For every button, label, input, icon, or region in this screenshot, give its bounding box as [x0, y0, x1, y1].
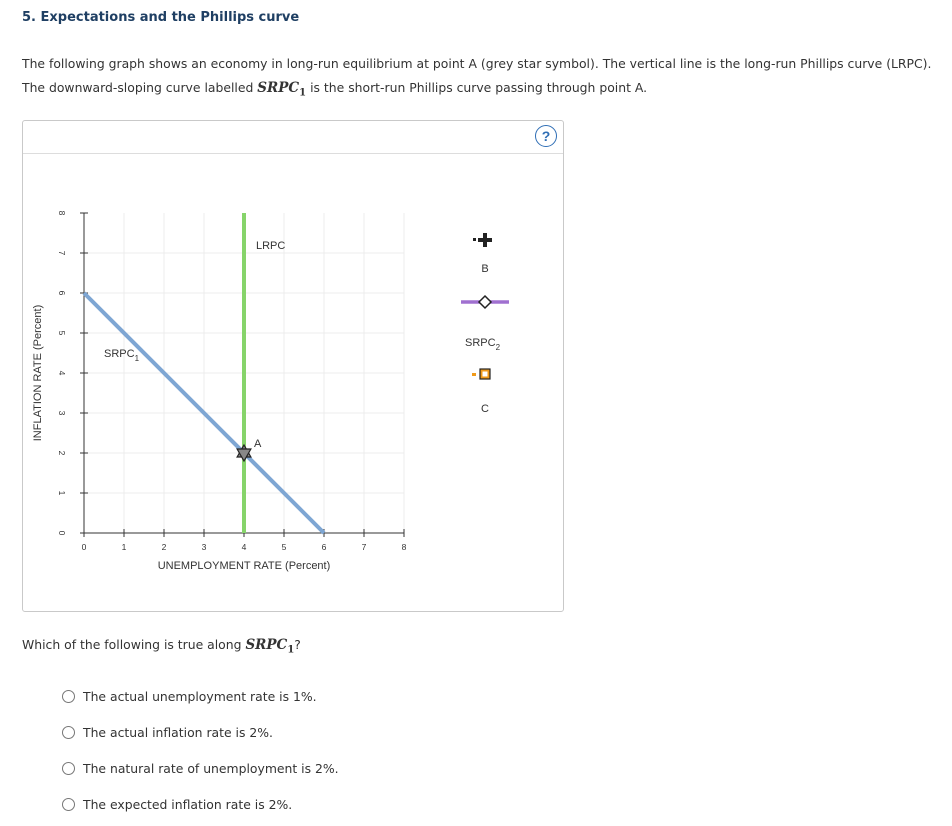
intro-line-2 — [22, 76, 932, 106]
y-tick-label: 7 — [57, 250, 67, 256]
y-tick-label: 6 — [57, 290, 67, 296]
x-tick-label: 1 — [121, 542, 127, 552]
srpc1-math-text: SRPC — [257, 80, 300, 96]
palette-tool-srpc2[interactable] — [461, 296, 509, 308]
srpc1-math-sub: 1 — [299, 87, 307, 99]
x-tick-label: 6 — [321, 542, 327, 552]
x-tick-label: 5 — [281, 542, 287, 552]
graph-panel — [22, 120, 564, 612]
srpc1-math — [257, 80, 307, 99]
series-label-lrpc: LRPC — [256, 240, 286, 252]
question-pre: Which of the following is true along — [22, 637, 246, 652]
palette-label-b: B — [481, 263, 489, 275]
question-title: 5. Expectations and the Phillips curve — [22, 10, 300, 25]
y-axis-label: INFLATION RATE (Percent) — [32, 304, 44, 442]
y-tick-label: 3 — [57, 410, 67, 416]
series-label-srpc1-sub: 1 — [134, 354, 140, 363]
question-math-text: SRPC — [245, 637, 288, 653]
question-math-sub: 1 — [287, 644, 295, 656]
x-axis-label: UNEMPLOYMENT RATE (Percent) — [157, 560, 331, 572]
y-tick-label: 2 — [57, 450, 67, 456]
palette-label-srpc2: $SRPC_2$ — [465, 337, 501, 352]
x-tick-label: 7 — [361, 542, 367, 552]
intro-line-1: The following graph shows an economy in long-run equilibrium at point A (grey star symbol). The vertical line is the long-run Phillips curve (LRPC). — [22, 56, 932, 71]
question-post: ? — [294, 637, 301, 652]
radio-button-icon[interactable] — [62, 690, 75, 703]
question-prompt — [22, 637, 301, 656]
radio-button-icon[interactable] — [62, 798, 75, 811]
square-icon — [472, 373, 476, 376]
intro-text — [22, 52, 932, 106]
x-tick-label: 3 — [201, 542, 207, 552]
answer-option-label: The actual inflation rate is 2%. — [83, 724, 273, 740]
intro-line-2-post: is the short-run Phillips curve passing through point A. — [306, 80, 648, 95]
phillips-curve-chart[interactable] — [23, 121, 563, 611]
help-icon[interactable]: ? — [535, 125, 557, 147]
y-tick-label: 0 — [57, 530, 67, 536]
answer-option-2[interactable] — [62, 714, 339, 750]
answer-option-label: The natural rate of unemployment is 2%. — [83, 760, 339, 776]
plus-icon — [478, 238, 492, 242]
series-label-srpc1: $SRPC_1$ — [104, 348, 140, 363]
x-tick-label: 4 — [241, 542, 247, 552]
x-tick-label: 0 — [81, 542, 87, 552]
palette-label-c: C — [481, 403, 489, 415]
answer-options — [62, 678, 339, 822]
x-tick-label: 2 — [161, 542, 167, 552]
question-math — [245, 637, 295, 656]
answer-option-4[interactable] — [62, 786, 339, 822]
radio-button-icon[interactable] — [62, 726, 75, 739]
x-tick-label: 8 — [401, 542, 407, 552]
y-tick-label: 5 — [57, 330, 67, 336]
diamond-icon — [479, 296, 491, 308]
palette-tool-b[interactable] — [473, 233, 492, 247]
palette-tool-c[interactable] — [472, 369, 490, 379]
intro-line-2-pre: The downward-sloping curve labelled — [22, 80, 258, 95]
answer-option-label: The expected inflation rate is 2%. — [83, 796, 293, 812]
y-tick-label: 8 — [57, 210, 67, 216]
y-tick-label: 4 — [57, 370, 67, 376]
square-icon — [483, 372, 488, 377]
point-label-a: A — [254, 438, 262, 450]
y-tick-label: 1 — [57, 490, 67, 496]
plus-icon — [473, 238, 476, 241]
palette-label-srpc2-sub: 2 — [495, 343, 501, 352]
answer-option-label: The actual unemployment rate is 1%. — [83, 688, 317, 704]
answer-option-3[interactable] — [62, 750, 339, 786]
answer-option-1[interactable] — [62, 678, 339, 714]
radio-button-icon[interactable] — [62, 762, 75, 775]
